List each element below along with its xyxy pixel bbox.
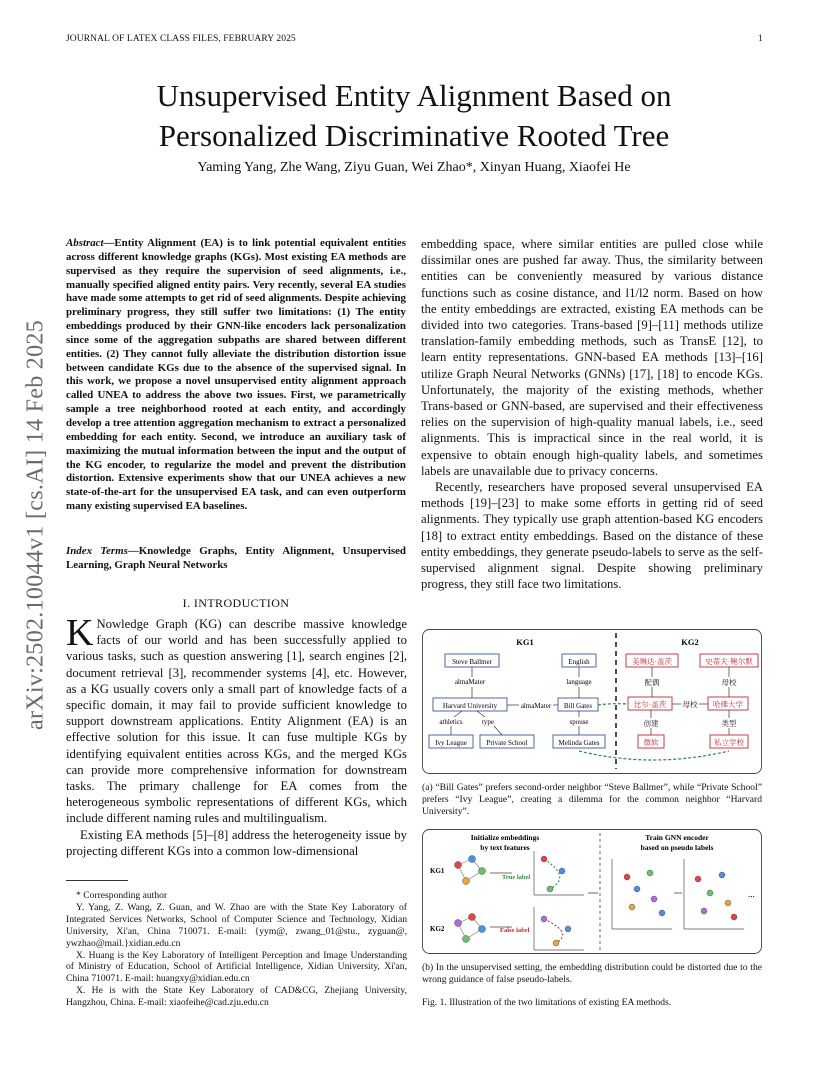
node-cn-steve: 史蒂夫·鲍尔默 [705, 657, 753, 666]
false-label-arrow [544, 919, 563, 943]
intro-paragraph-2: Existing EA methods [5]–[8] address the heterogeneity issue by projecting different KGs into a common low-dimensional [66, 827, 407, 858]
edge-cn-spouse: 配偶 [644, 678, 660, 687]
alignment-link [598, 704, 628, 705]
alignment-link [579, 751, 729, 760]
kg2-label: KG2 [681, 637, 699, 647]
arxiv-stamp: arXiv:2502.10044v1 [cs.AI] 14 Feb 2025 [22, 319, 49, 731]
intro-left-column [66, 612, 407, 859]
edge-almamater: almaMater [454, 678, 486, 686]
right-title: based on pseudo labels [640, 843, 714, 852]
edge-language: language [566, 678, 592, 686]
index-terms [66, 544, 406, 572]
node-melinda-gates: Melinda Gates [558, 739, 600, 747]
node-cn-harvard: 哈佛大学 [713, 700, 743, 709]
edge-almamater: almaMater [520, 702, 552, 710]
ellipsis: ... [748, 889, 755, 899]
index-terms-label: Index Terms [66, 545, 128, 557]
left-title: Initialize embeddings [470, 833, 540, 842]
intro-right-column [421, 236, 763, 592]
footnote: * Corresponding author [76, 890, 168, 901]
section-heading: I. INTRODUCTION [182, 596, 290, 610]
footnote-rule [66, 880, 128, 881]
page-number: 1 [758, 34, 763, 44]
edge-athletics: athletics [439, 718, 463, 726]
edge-spouse: spouse [569, 718, 589, 726]
kg1-label: KG1 [430, 867, 445, 875]
abstract-label: Abstract [66, 237, 104, 249]
right-title: Train GNN encoder [645, 833, 709, 842]
node-cn-private: 私立学校 [714, 738, 744, 747]
graph-node [479, 926, 486, 933]
graph-node [469, 856, 476, 863]
node-english: English [568, 658, 590, 666]
node-bill-gates: Bill Gates [563, 702, 593, 710]
title-line-2: Personalized Discriminative Rooted Tree [158, 118, 670, 153]
intro-paragraph-2-continued: embedding space, where similar entities are pulled close while dissimilar ones are pushed far away. Thus, the similarity between entities can be conveniently measured by various distance functions such as cosine distance, and l1/l2 norm. Based on how the entity embeddings are extracted, existing EA methods can be divided into two categories. Trans-based [9]–[11] methods utilize translation-family embedding methods, such as TransE [12], to learn entity representations. GNN-based EA methods [13]–[16] utilize Graph Neural Networks (GNNs) [17], [18] to encode KGs. Unfortunately, the majority of the existing methods, whether Trans-based or GNN-based, are supervised and their effectiveness relies on the supervision of high-quality manual labels, i.e., seed alignments. This is impractical since in the real world, it is expensive to obtain enough high-quality labels, and sometimes labels are unavailable due to privacy concerns. [421, 237, 763, 478]
graph-node [469, 914, 476, 921]
kg2-label: KG2 [430, 925, 445, 933]
true-label-arrow [544, 859, 560, 889]
graph-node [479, 868, 486, 875]
kg1-label: KG1 [516, 637, 534, 647]
false-label: False label [500, 927, 530, 934]
flow-arrow [490, 873, 512, 927]
footnote: X. Huang is the Key Laboratory of Intelligent Perception and Image Understanding of Ministry of Education, School of Artificial Intelligence, Xidian University, Xi'an, China 710071. E-mail: huangxy@xidian.edu.cn [66, 949, 407, 985]
edge-cn-create: 创建 [643, 719, 659, 728]
running-header: JOURNAL OF LATEX CLASS FILES, FEBRUARY 2025 [66, 34, 296, 44]
figure-b-embedding-illustration [422, 829, 762, 954]
edge-cn-alma: 母校 [721, 678, 737, 687]
figure-b-caption: (b) In the unsupervised setting, the embedding distribution could be distorted due to the wrong guidance of false pseudo-labels. [422, 962, 762, 985]
node-private-school: Private School [486, 739, 528, 747]
abstract-text: —Entity Alignment (EA) is to link potential equivalent entities across different knowledge graphs (KGs). Most existing EA methods are supervised as they require the supervision of seed alignments, i.e., manually specified aligned entity pairs. Very recently, several EA studies have made some attempts to get rid of seed alignments. Despite achieving preliminary progress, they still suffer two limitations: (1) The entity embeddings produced by their GNN-like encoders lack personalization since some of the aggregation subpaths are shared between different entities. (2) They cannot fully alleviate the distribution distortion issue between candidate KGs due to the absence of the supervised signal. In this work, we propose a novel unsupervised entity alignment approach called UNEA to address the above two issues. First, we parametrically sample a tree neighborhood rooted at each entity, and accordingly develop a tree attention aggregation mechanism to extract a personalized embedding for each entity. Second, we introduce an auxiliary task of maximizing the mutual information between the input and the output of the KG encoder, to regularize the model and prevent the distribution distortion. Extensive experiments show that our UNEA achieves a new state-of-the-art for the unsupervised EA task, and can even outperform many existing supervised EA baselines. [66, 237, 406, 513]
edge-type: type [481, 718, 495, 726]
figure-a-kg-example [422, 629, 762, 774]
edge-cn-type: 类型 [721, 719, 737, 728]
intro-paragraph-3: Recently, researchers have proposed several unsupervised EA methods [19]–[23] to make some efforts in getting rid of seed alignments. They typically use graph attention-based KG encoders [18] to extract entity embeddings. Based on the distance of these entity embeddings, they generate pseudo-labels to serve as the self-supervised alignment signal. Despite showing preliminary progress, they still face two limitations. [421, 480, 763, 592]
footnotes [66, 890, 407, 1009]
paper-title [60, 76, 768, 156]
author-list: Yaming Yang, Zhe Wang, Ziyu Guan, Wei Zhao*, Xinyan Huang, Xiaofei He [197, 160, 631, 175]
graph-node [455, 920, 462, 927]
node-cn-melinda: 美琳达·盖茨 [632, 657, 672, 666]
index-terms-text: —Knowledge Graphs, Entity Alignment, Unsupervised Learning, Graph Neural Networks [66, 545, 406, 571]
node-cn-microsoft: 微软 [643, 738, 659, 747]
abstract [66, 237, 406, 514]
true-label: True label [502, 874, 531, 881]
drop-cap: K [66, 612, 94, 654]
graph-node [463, 936, 470, 943]
node-harvard: Harvard University [442, 702, 498, 710]
graph-node [463, 878, 470, 885]
edge-cn-alma: 母校 [682, 700, 698, 709]
figure-a-caption: (a) “Bill Gates” prefers second-order neighbor “Steve Ballmer”, while “Private School” prefers “Ivy League”, creating a dilemma for the common neighbor “Harvard University”. [422, 782, 762, 817]
node-ivy-league: Ivy League [435, 739, 467, 747]
node-cn-gates: 比尔·盖茨 [633, 700, 667, 709]
footnote: Y. Yang, Z. Wang, Z. Guan, and W. Zhao are with the State Key Laboratory of Integrated Services Networks, School of Computer Science and Technology, Xidian University, Xi'an, China 710071. E-mail: {yym@, zwang_01@stu., zyguan@, ywzhao@mail.}xidian.edu.cn [66, 901, 407, 949]
graph-node [455, 862, 462, 869]
node-steve-ballmer: Steve Ballmer [452, 658, 492, 666]
figure-caption: Fig. 1. Illustration of the two limitations of existing EA methods. [422, 997, 672, 1008]
intro-paragraph-1: Nowledge Graph (KG) can describe massive knowledge facts of our world and has been successfully applied to various tasks, such as question answering [1], search engines [2], document retrieval [3], recommender systems [4], etc. However, as a KG usually covers only a small part of knowledge facts of a specific domain, it may fail to provide sufficient knowledge to support downstream applications. Entity Alignment (EA) is an effective solution for this issue. It can fuse multiple KGs by identifying equivalent entities across KGs, and the merged KGs can provide more comprehensive information for downstream tasks. The primary challenge for EA comes from the heterogeneous symbolic representations of different KGs, which include different naming rules and multilingualism. [66, 617, 407, 826]
footnote: X. He is with the State Key Laboratory of CAD&CG, Zhejiang University, Hangzhou, China. E-mail: xiaofeihe@cad.zju.edu.cn [66, 985, 407, 1009]
left-title: by text features [480, 843, 530, 852]
title-line-1: Unsupervised Entity Alignment Based on [156, 78, 672, 113]
